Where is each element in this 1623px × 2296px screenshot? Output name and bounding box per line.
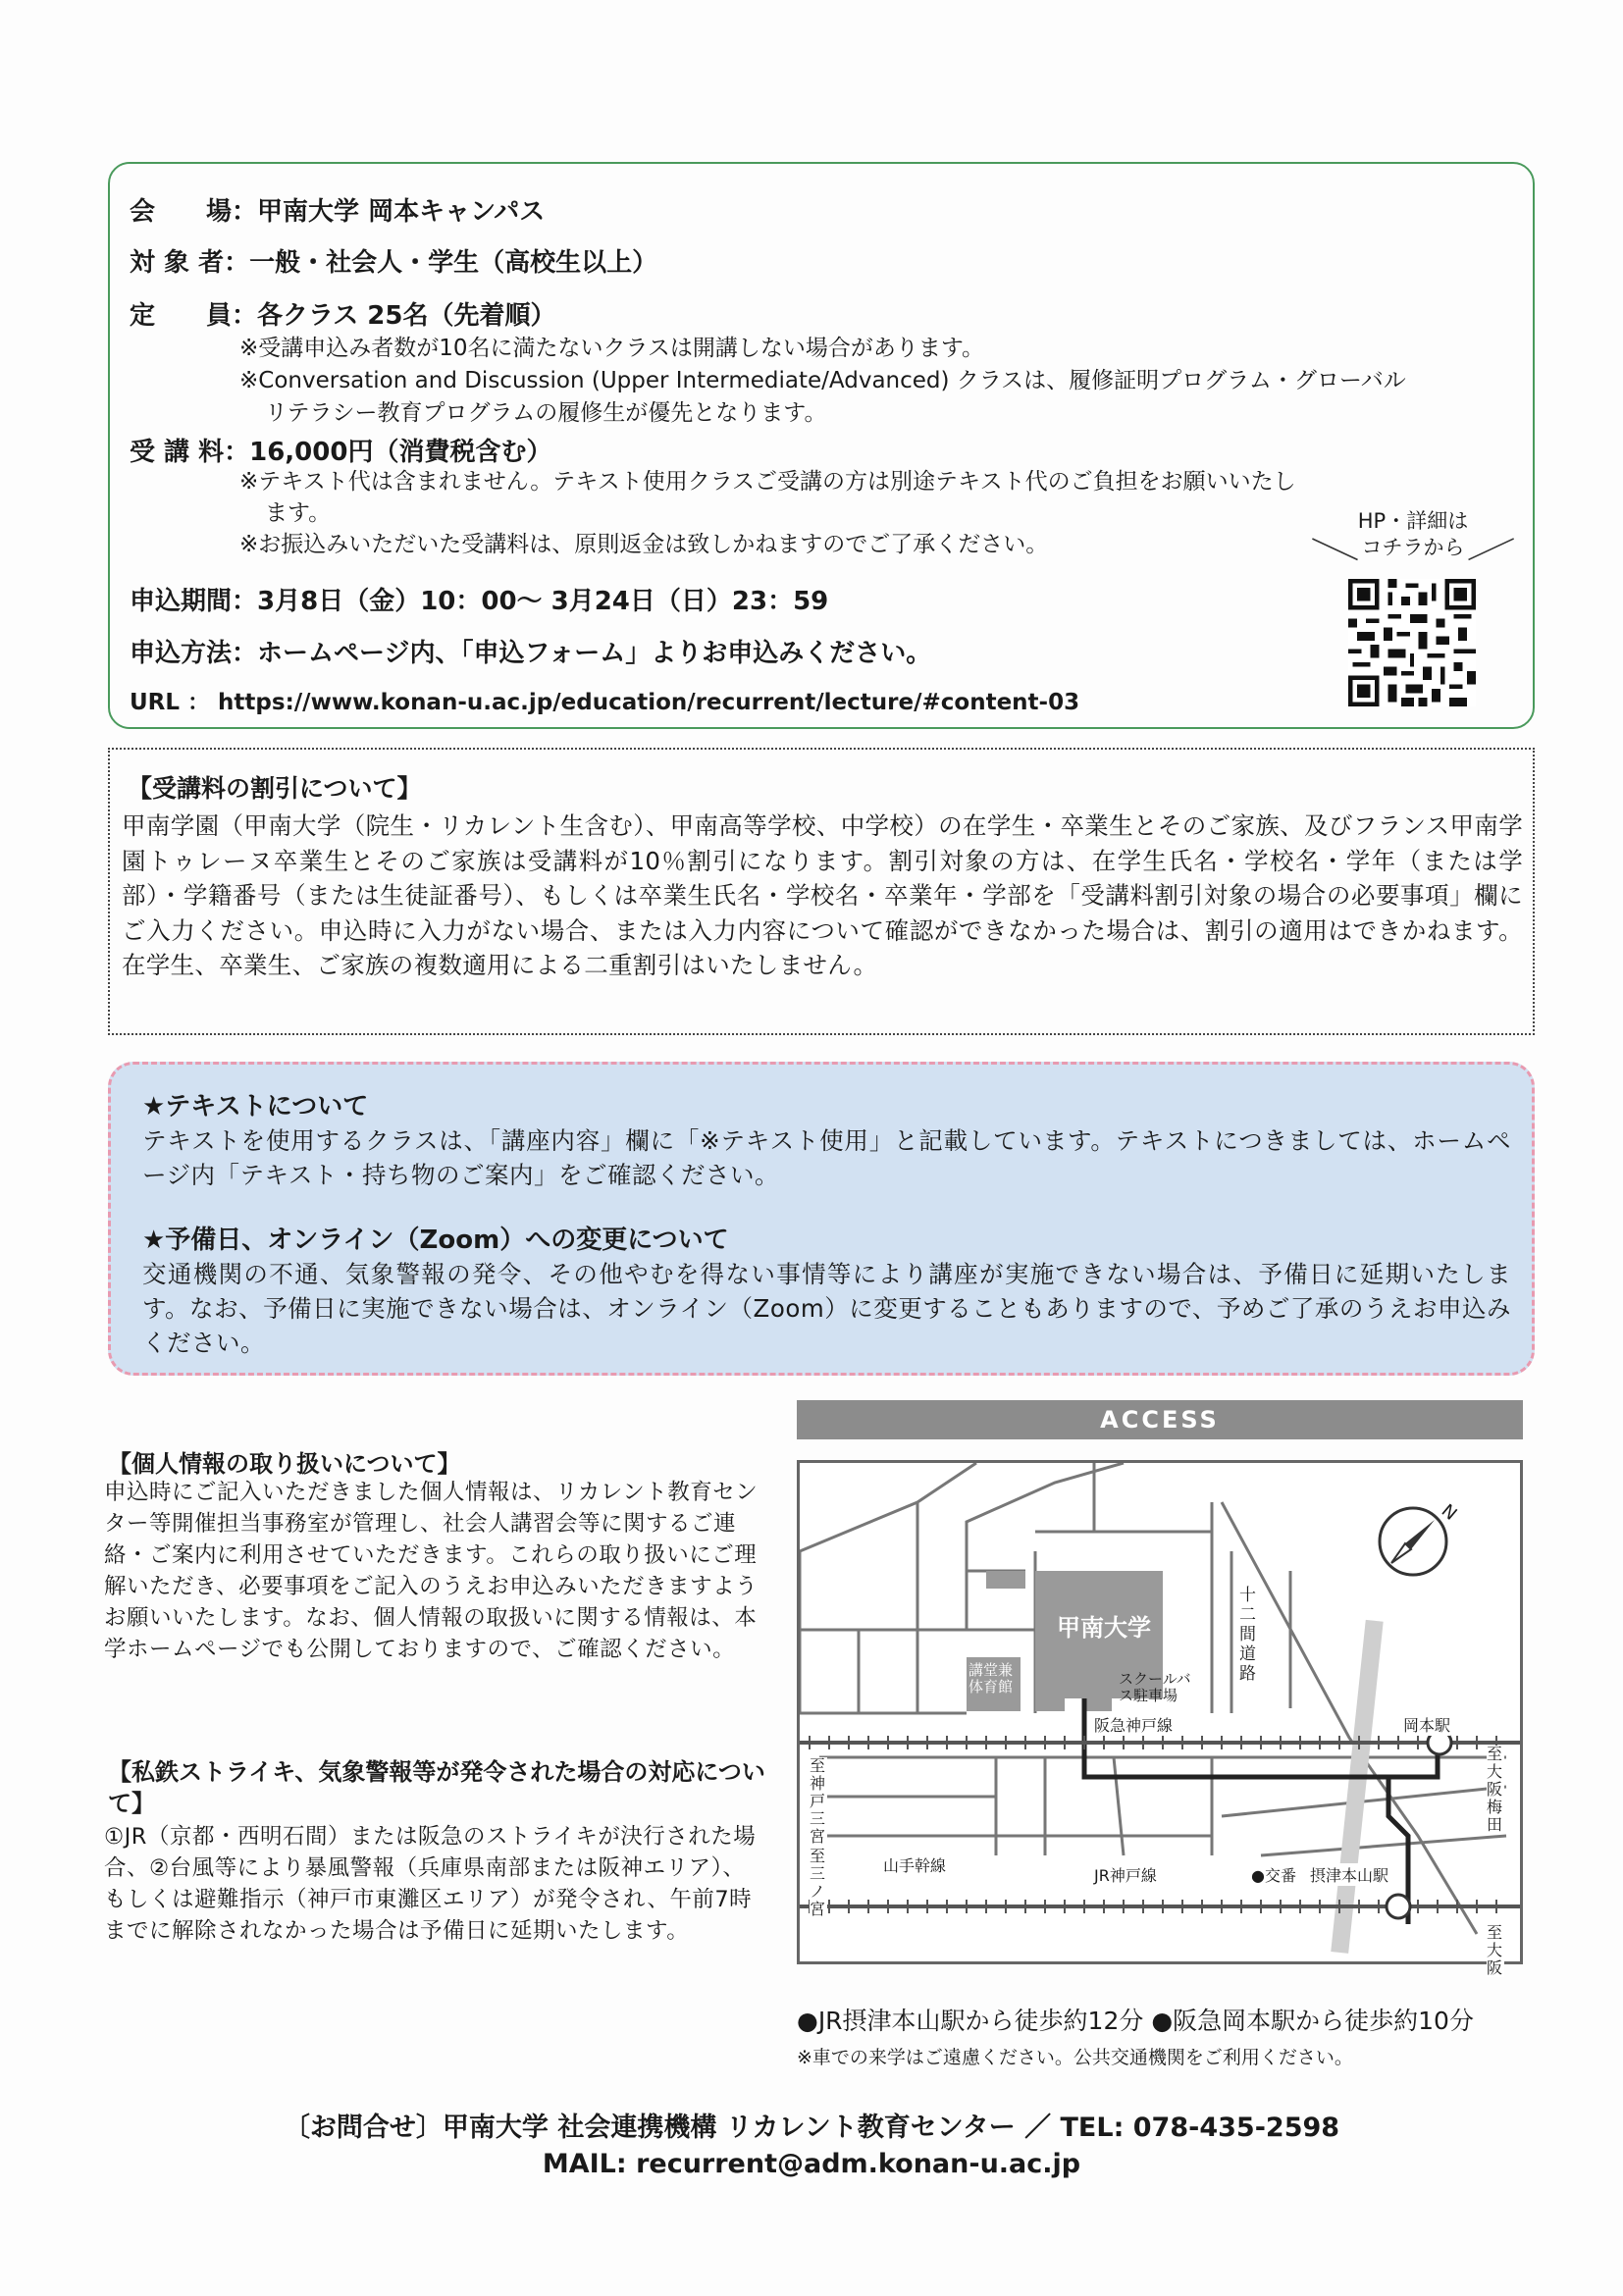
- venue-row: [130, 191, 545, 228]
- capacity-label: 定 員：: [130, 301, 258, 331]
- reserve-day-title: ★予備日、オンライン（Zoom）への変更について: [142, 1226, 729, 1255]
- contact-mail[interactable]: MAIL: recurrent@adm.konan-u.ac.jp: [542, 2149, 1081, 2179]
- road-nw: [800, 1463, 976, 1551]
- map-svg: [800, 1463, 1520, 1961]
- map-to-sannomiya-hankyu: 至神戸三宮: [810, 1756, 826, 1846]
- method-value: ホームページ内、「申込フォーム」よりお申込みください。: [257, 639, 932, 668]
- capacity-row: [130, 295, 555, 332]
- info-box: [108, 162, 1535, 729]
- map-to-sannomiya-jr: 至三ノ宮: [810, 1847, 826, 1918]
- strike-title: 【私鉄ストライキ、気象警報等が発令された場合の対応について】: [108, 1758, 765, 1817]
- capacity-value: 各クラス 25名（先着順）: [257, 301, 556, 331]
- period-label: 申込期間：: [130, 587, 258, 616]
- access-walk: ●JR摂津本山駅から徒歩約12分 ●阪急岡本駅から徒歩約10分: [797, 2007, 1474, 2035]
- map-university-label: 甲南大学: [1057, 1614, 1151, 1642]
- map-jr-label: JR神戸線: [1094, 1863, 1157, 1886]
- target-row: [130, 242, 657, 279]
- method-label: 申込方法：: [130, 639, 258, 668]
- period-row: [130, 581, 828, 617]
- discount-box: [108, 748, 1535, 1035]
- venue-value: 甲南大学 岡本キャンパス: [257, 197, 546, 227]
- qr-label-line1: HP・詳細は: [1357, 509, 1469, 533]
- map-north-label: N: [1437, 1500, 1461, 1525]
- notice-box: [108, 1062, 1535, 1376]
- venue-label: 会 場：: [130, 197, 258, 227]
- map-koban-label: ●交番: [1251, 1863, 1296, 1886]
- discount-body: 甲南学園（甲南大学（院生・リカレント生含む）、甲南高等学校、中学校）の在学生・卒業生とそのご家族、及びフランス甲南学園トゥレーヌ卒業生とそのご家族は受講料が10％割引になります。割引対象の方は、在学生氏名・学校名・学年（または学部）・学籍番号（または生徒証番号）、もしくは卒業生氏名・学校名・卒業年・学部を「受講料割引対象の場合の必要事項」欄にご入力ください。申込時に入力がない場合、または入力内容について確認ができなかった場合は、割引の適用はできかねます。在学生、卒業生、ご家族の複数適用による二重割引はいたしません。: [122, 811, 1523, 979]
- access-note: ※車での来学はご遠慮ください。公共交通機関をご利用ください。: [797, 2047, 1353, 2068]
- map-okamoto-label: 岡本駅: [1403, 1713, 1450, 1736]
- url-link[interactable]: URL ： https://www.konan-u.ac.jp/education/recurrent/lecture/#content-03: [130, 690, 1080, 715]
- qr-deco-right: ／: [1464, 523, 1517, 580]
- fee-row: [130, 432, 551, 468]
- target-value: 一般・社会人・学生（高校生以上）: [249, 248, 658, 278]
- qr-code-icon[interactable]: [1348, 579, 1476, 706]
- map-to-umeda: 至大阪梅田: [1487, 1745, 1503, 1834]
- method-row: [130, 633, 931, 669]
- contact-line: 〔お問合せ〕甲南大学 社会連携機構 リカレント教育センター ／ TEL: 078-435-2598: [283, 2113, 1340, 2143]
- access-header: ACCESS: [797, 1400, 1523, 1439]
- settsu-station-icon: [1387, 1895, 1410, 1918]
- map-hankyu-label: 阪急神戸線: [1094, 1713, 1173, 1736]
- map-settsu-label: 摂津本山駅: [1310, 1863, 1388, 1886]
- strike-body: ①JR（京都・西明石間）または阪急のストライキが決行された場合、②台風等により暴風警報（兵庫県南部または阪神エリア）、もしくは避難指示（神戸市東灘区エリア）が発令され、午前7時までに解除されなかった場合は予備日に延期いたします。: [104, 1824, 757, 1944]
- access-map: [797, 1460, 1523, 1977]
- privacy-title: 【個人情報の取り扱いについて】: [108, 1450, 461, 1478]
- text-notice-body: テキストを使用するクラスは、「講座内容」欄に「※テキスト使用」と記載しています。テキストにつきましては、ホームページ内「テキスト・持ち物のご案内」をご確認ください。: [142, 1126, 1511, 1189]
- fee-note-1: ※テキスト代は含まれません。テキスト使用クラスご受講の方は別途テキスト代のご負担をお願いいたし: [239, 469, 1296, 495]
- qr-deco-left: ＼: [1309, 523, 1362, 580]
- reserve-day-body: 交通機関の不通、気象警報の発令、その他やむを得ない事情等により講座が実施できない場合は、予備日に延期いたします。なお、予備日に実施できない場合は、オンライン（Zoom）に変更することもありますので、予めご了承のうえお申込みください。: [142, 1260, 1511, 1357]
- fee-note-3: ※お振込みいただいた受講料は、原則返金は致しかねますのでご了承ください。: [239, 532, 1049, 557]
- qr-label-line2: コチラから: [1361, 536, 1465, 559]
- target-label: 対 象 者：: [130, 248, 250, 278]
- map-to-osaka: 至大阪: [1487, 1923, 1503, 1977]
- capacity-note-1: ※受講申込み者数が10名に満たないクラスは開講しない場合があります。: [239, 336, 985, 361]
- compass-icon: [1380, 1508, 1446, 1575]
- map-bus-label: スクールバス駐車場: [1119, 1670, 1191, 1704]
- privacy-body: 申込時にご記入いただきました個人情報は、リカレント教育センター等開催担当事務室が管理し、社会人講習会等に関するご連絡・ご案内に利用させていただきます。これらの取り扱いにご理解いただき、必要事項をご記入のうえお申込みいただきますようお願いいたします。なお、個人情報の取扱いに関する情報は、本学ホームページでも公開しておりますので、ご確認ください。: [104, 1480, 759, 1662]
- period-value: 3月8日（金）10：00～ 3月24日（日）23：59: [257, 587, 829, 616]
- map-gym-label: 講堂兼体育館: [969, 1661, 1014, 1696]
- text-notice-title: ★テキストについて: [142, 1092, 369, 1122]
- fee-note-2: ます。: [265, 500, 332, 526]
- map-road-label: 十二間道路: [1239, 1586, 1256, 1684]
- fee-label: 受 講 料：: [130, 438, 250, 467]
- discount-title: 【受講料の割引について】: [128, 774, 422, 803]
- capacity-note-2: ※Conversation and Discussion (Upper Intermediate/Advanced) クラスは、履修証明プログラム・グローバル: [239, 368, 1406, 393]
- fee-value: 16,000円（消費税含む）: [249, 438, 552, 467]
- capacity-note-3: リテラシー教育プログラムの履修生が優先となります。: [265, 400, 827, 426]
- map-yamate-label: 山手幹線: [883, 1853, 946, 1876]
